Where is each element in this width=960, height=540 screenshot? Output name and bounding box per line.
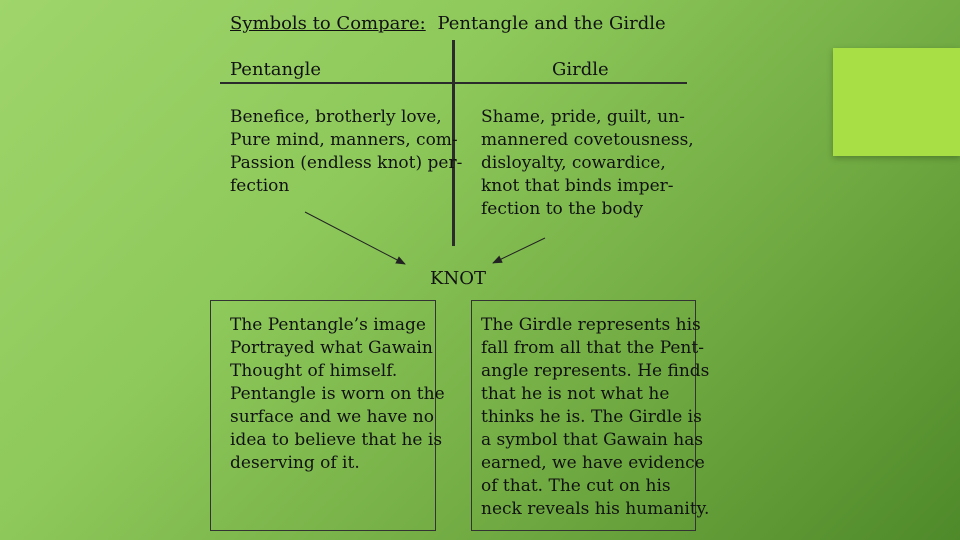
girdle-analysis-line: earned, we have evidence bbox=[481, 453, 705, 473]
pentangle-attribute-line: Passion (endless knot) per- bbox=[230, 153, 463, 173]
girdle-heading: Girdle bbox=[552, 59, 609, 80]
girdle-attributes bbox=[481, 106, 694, 221]
title-text: Pentangle and the Girdle bbox=[437, 13, 666, 34]
pentangle-analysis-line: idea to believe that he is bbox=[230, 430, 443, 450]
pentangle-attribute-line: Benefice, brotherly love, bbox=[230, 107, 442, 127]
girdle-analysis-line: of that. The cut on his bbox=[481, 476, 671, 496]
girdle-attribute-line: mannered covetousness, bbox=[481, 130, 694, 150]
girdle-attribute-line: Shame, pride, guilt, un- bbox=[481, 107, 685, 127]
girdle-analysis-line: The Girdle represents his bbox=[481, 315, 701, 335]
pentangle-attribute-line: Pure mind, manners, com- bbox=[230, 130, 458, 150]
pentangle-analysis-line: deserving of it. bbox=[230, 453, 360, 473]
girdle-analysis-line: angle represents. He finds bbox=[481, 361, 710, 381]
pentangle-analysis-line: surface and we have no bbox=[230, 407, 434, 427]
pentangle-attributes bbox=[230, 106, 462, 198]
girdle-analysis-line: that he is not what he bbox=[481, 384, 670, 404]
girdle-analysis-line: thinks he is. The Girdle is bbox=[481, 407, 702, 427]
title-label: Symbols to Compare: bbox=[230, 13, 426, 34]
pentangle-attribute-line: fection bbox=[230, 176, 290, 196]
page-title bbox=[230, 13, 666, 35]
girdle-attribute-line: fection to the body bbox=[481, 199, 644, 219]
right-arrow bbox=[493, 238, 545, 263]
left-arrow bbox=[305, 212, 405, 264]
pentangle-heading: Pentangle bbox=[230, 59, 322, 80]
pentangle-analysis bbox=[230, 314, 445, 475]
pentangle-analysis-line: The Pentangle’s image bbox=[230, 315, 426, 335]
girdle-analysis-line: neck reveals his humanity. bbox=[481, 499, 710, 519]
girdle-analysis-line: fall from all that the Pent- bbox=[481, 338, 704, 358]
pentangle-analysis-line: Portrayed what Gawain bbox=[230, 338, 433, 358]
accent-square bbox=[833, 48, 960, 156]
girdle-attribute-line: disloyalty, cowardice, bbox=[481, 153, 666, 173]
girdle-attribute-line: knot that binds imper- bbox=[481, 176, 674, 196]
girdle-analysis bbox=[481, 314, 709, 521]
pentangle-analysis-line: Thought of himself. bbox=[230, 361, 398, 381]
pentangle-analysis-line: Pentangle is worn on the bbox=[230, 384, 445, 404]
girdle-analysis-line: a symbol that Gawain has bbox=[481, 430, 704, 450]
knot-label: KNOT bbox=[430, 268, 486, 289]
